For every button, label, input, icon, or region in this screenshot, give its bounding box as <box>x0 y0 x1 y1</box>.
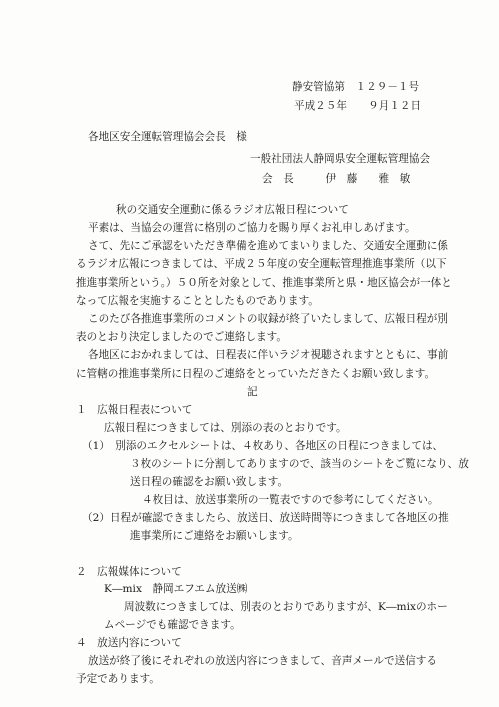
section-2-note-line: 周波数につきましては、別表のとおりでありますが、K―mixのホー <box>124 601 448 613</box>
body-paragraph-line: 各地区におかれましては、日程表に伴いラジオ視聴されますとともに、事前 <box>88 349 449 361</box>
body-paragraph-line: さて、先にご承認をいただき準備を進めてまいりました、交通安全運動に係 <box>88 240 448 252</box>
ki-heading: 記 <box>247 386 258 398</box>
section-1-item-1-line: ３枚のシートに分割してありますので、該当のシートをご覧になり、放 <box>130 458 469 470</box>
section-1-item-2-line: 進事業所にご連絡をお願いします。 <box>130 530 299 542</box>
section-1-item-1-line: ４枚目は、放送事業所の一覧表ですので参考にしてください。 <box>142 494 439 506</box>
section-1-item-1-line: （1） 別添のエクセルシートは、４枚あり、各地区の日程につきましては、 <box>82 440 444 452</box>
body-paragraph-line: 表のとおり決定しましたのでご連絡します。 <box>76 331 288 343</box>
subject: 秋の交通安全運動に係るラジオ広報日程について <box>116 204 349 216</box>
body-paragraph-line: このたび各推進事業所のコメントの収録が終了いたしまして、広報日程が別 <box>88 313 448 325</box>
document-date: 平成２５年 ９月１２日 <box>294 100 422 112</box>
body-paragraph-line: なって広報を実施することとしたものであります。 <box>76 295 319 307</box>
sender-title-name: 会 長 伊 藤 雅 敏 <box>262 173 411 185</box>
body-paragraph-line: 推進事業所という。）５０所を対象として、推進事業所と県・地区協会が一体と <box>76 277 452 289</box>
recipient: 各地区安全運転管理協会会長 様 <box>88 131 247 143</box>
section-4-text-line: 放送が終了後にそれぞれの放送内容につきまして、音声メールで送信する <box>88 655 437 667</box>
sender-organization: 一般社団法人静岡県安全運転管理協会 <box>250 153 431 165</box>
body-paragraph-line: るラジオ広報につきましては、平成２５年度の安全運転管理推進事業所（以下 <box>76 258 447 270</box>
section-2-media: K―mix 静岡エフエム放送㈱ <box>104 583 248 595</box>
section-4-text-line: 予定であります。 <box>76 673 160 685</box>
document-number: 静安管協第 １２９－１号 <box>292 81 420 93</box>
body-greeting: 平素は、当協会の運営に格別のご協力を賜り厚くお礼申しあげます。 <box>88 222 416 234</box>
section-2-heading: ２ 広報媒体について <box>76 566 182 578</box>
section-1-intro: 広報日程につきましては、別添の表のとおりです。 <box>104 422 347 434</box>
section-1-heading: １ 広報日程表について <box>76 404 193 416</box>
section-1-item-2-line: （2）日程が確認できましたら、放送日、放送時間等につきまして各地区の推 <box>82 512 449 524</box>
body-paragraph-line: に管轄の推進事業所に日程のご連絡をとっていただきたくお願い致します。 <box>76 368 436 380</box>
section-1-item-1-line: 送日程の確認をお願い致します。 <box>130 476 289 488</box>
section-2-note-line: ムページでも確認できます。 <box>104 619 241 631</box>
section-4-heading: ４ 放送内容について <box>76 637 182 649</box>
